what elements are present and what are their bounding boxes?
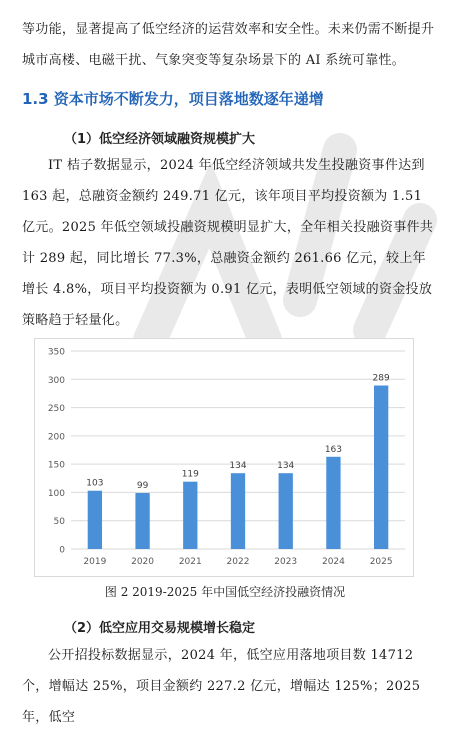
bar <box>231 473 245 549</box>
body-paragraph-intro: 等功能，显著提高了低空经济的运营效率和安全性。未来仍需不断提升城市高楼、电磁干扰、气象突变等复杂场景下的 AI 系统可靠性。 <box>22 22 435 68</box>
bar-value-label: 289 <box>372 373 390 384</box>
x-tick-label: 2019 <box>83 557 107 567</box>
bar <box>88 491 102 549</box>
bar-value-label: 163 <box>324 444 343 455</box>
bar-value-label: 134 <box>229 461 247 472</box>
subheading-financing-scale: （1）低空经济领域融资规模扩大 <box>64 132 256 147</box>
y-tick-label: 350 <box>47 347 65 358</box>
body-paragraph-transactions: 公开招投标数据显示，2024 年，低空应用落地项目数 14712 个，增幅达 25%，项目金额约 227.2 亿元，增幅达 125%；2025 年，低空 <box>22 648 421 725</box>
section-heading: 1.3 资本市场不断发力，项目落地数逐年递增 <box>22 90 324 108</box>
y-tick-label: 0 <box>59 545 65 556</box>
bar <box>326 457 340 549</box>
y-tick-label: 250 <box>47 404 65 415</box>
y-tick-label: 300 <box>47 375 65 386</box>
subheading-transaction-scale: （2）低空应用交易规模增长稳定 <box>64 621 256 636</box>
y-tick-label: 50 <box>53 517 65 528</box>
bar-value-label: 103 <box>86 478 104 489</box>
bar <box>183 482 197 549</box>
y-tick-label: 150 <box>47 460 65 471</box>
x-tick-label: 2025 <box>369 557 393 567</box>
y-tick-label: 100 <box>47 488 65 499</box>
bar-chart <box>34 338 414 577</box>
body-paragraph-financing: IT 桔子数据显示，2024 年低空经济领域共发生投融资事件达到 163 起，总融资金额约 249.71 亿元，该年项目平均投资额为 1.51 亿元。2025 年低空领域投融资规模明显扩大，全年相关投融资事件共计 289 起，同比增长 77.3%，总融资金额约 261.66 亿元，较上年增长 4.8%，项目平均投资额为 0.91 亿元，表明低空领域的资金投放策略趋于轻量化。 <box>22 158 434 328</box>
bar-value-label: 119 <box>181 469 199 480</box>
bar-value-label: 134 <box>277 461 295 472</box>
bar <box>279 473 293 549</box>
x-tick-label: 2022 <box>226 557 250 567</box>
x-tick-label: 2023 <box>274 557 298 567</box>
x-tick-label: 2021 <box>178 557 202 567</box>
bar <box>135 493 149 549</box>
x-tick-label: 2024 <box>321 557 345 567</box>
bar-value-label: 99 <box>136 480 149 491</box>
bar <box>374 386 388 549</box>
figure-caption: 图 2 2019-2025 年中国低空经济投融资情况 <box>104 585 346 599</box>
bar-chart-canvas <box>35 339 413 576</box>
y-tick-label: 200 <box>47 432 65 443</box>
x-tick-label: 2020 <box>131 557 155 567</box>
